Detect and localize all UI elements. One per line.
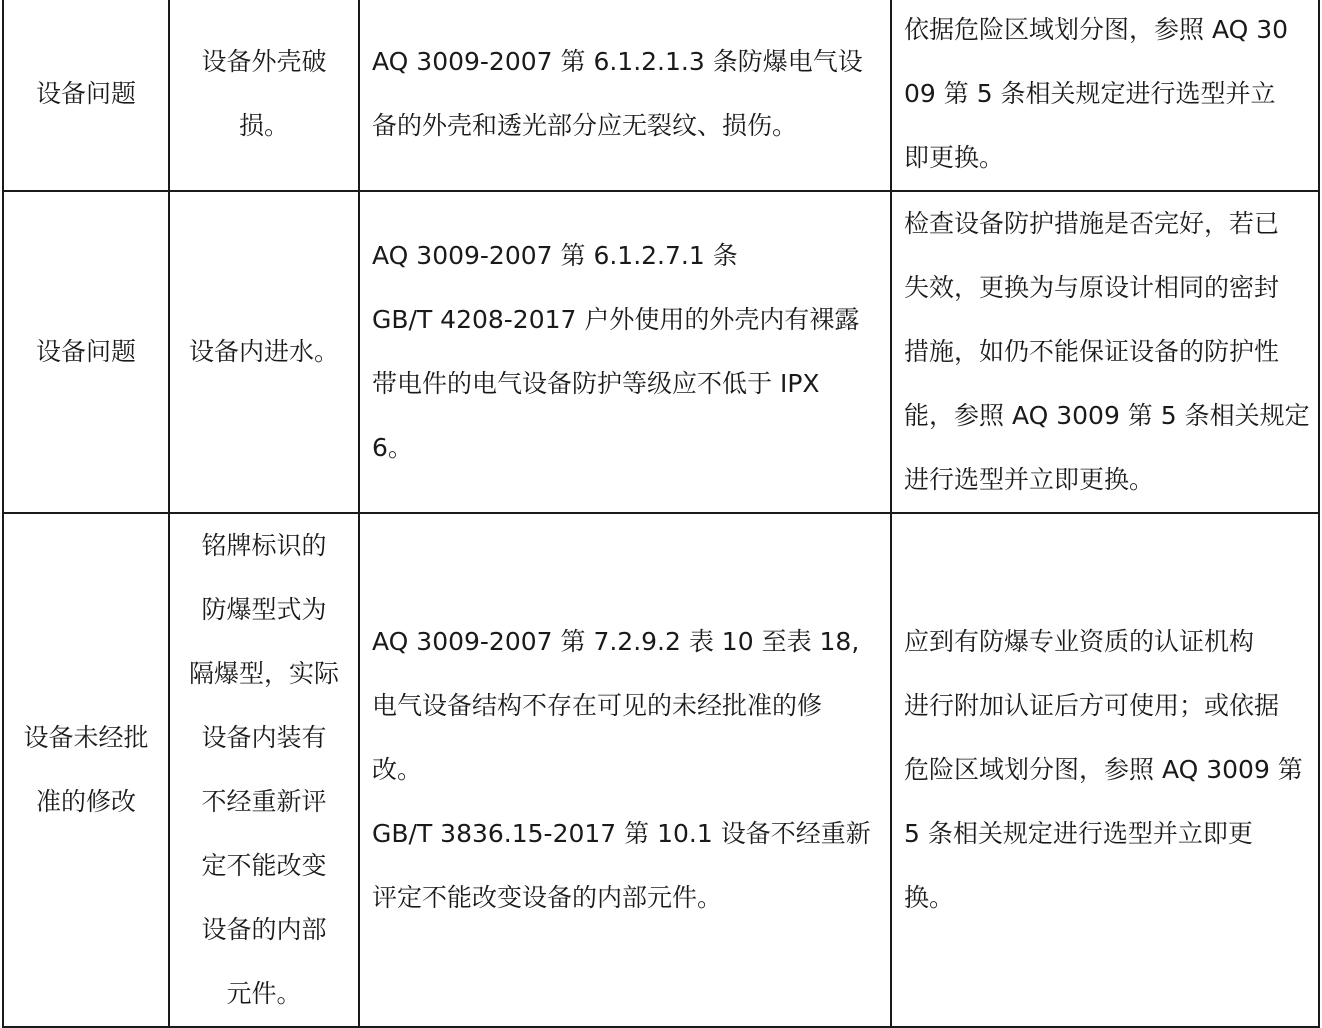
problem-type-line: 准的修改 [35,787,136,816]
measure-line: 换。 [904,883,955,912]
standard-line: 6。 [372,433,413,462]
description-line: 损。 [238,111,289,140]
measure-line: 即更换。 [904,143,1005,172]
description-line: 元件。 [226,979,302,1008]
problem-type-cell [3,513,169,1027]
description-line: 设备的内部 [201,915,327,944]
table-row [3,0,1319,191]
standard-line: GB/T 3836.15-2017 第 10.1 设备不经重新 [372,819,871,848]
standard-line: AQ 3009-2007 第 6.1.2.1.3 条防爆电气设 [372,47,863,76]
standard-line: 带电件的电气设备防护等级应不低于 IPX [372,369,820,398]
standard-cell [359,0,891,191]
description-line: 隔爆型，实际 [188,659,339,688]
measure-line: 能，参照 AQ 3009 第 5 条相关规定 [904,401,1310,430]
description-line: 铭牌标识的 [201,531,327,560]
measure-line: 进行选型并立即更换。 [904,465,1155,494]
measure-cell [891,0,1319,191]
problem-type-text: 设备问题 [35,79,136,108]
standard-line: GB/T 4208-2017 户外使用的外壳内有裸露 [372,305,860,334]
inspection-table [2,0,1320,1028]
measure-line: 应到有防爆专业资质的认证机构 [904,627,1255,656]
description-line: 设备内进水。 [188,337,339,366]
measure-line: 失效，更换为与原设计相同的密封 [904,273,1280,302]
problem-type-line: 设备未经批 [23,723,149,752]
standard-line: 电气设备结构不存在可见的未经批准的修 [372,691,823,720]
description-line: 定不能改变 [201,851,327,880]
description-line: 设备外壳破 [201,47,327,76]
description-cell [169,0,359,191]
measure-line: 进行附加认证后方可使用；或依据 [904,691,1280,720]
measure-line: 依据危险区域划分图，参照 AQ 30 [904,15,1289,44]
measure-line: 措施，如仍不能保证设备的防护性 [904,337,1280,366]
table-row [3,513,1319,1027]
standard-line: 评定不能改变设备的内部元件。 [372,883,723,912]
standard-cell [359,513,891,1027]
problem-type-text: 设备问题 [35,337,136,366]
standard-line: 改。 [372,755,423,784]
description-line: 设备内装有 [201,723,327,752]
standard-line: AQ 3009-2007 第 6.1.2.7.1 条 [372,241,738,270]
description-cell [169,513,359,1027]
measure-cell [891,191,1319,513]
measure-line: 5 条相关规定进行选型并立即更 [904,819,1253,848]
problem-type-cell [3,191,169,513]
standard-cell [359,191,891,513]
measure-line: 检查设备防护措施是否完好，若已 [904,209,1280,238]
description-line: 防爆型式为 [201,595,327,624]
description-cell [169,191,359,513]
measure-line: 危险区域划分图，参照 AQ 3009 第 [904,755,1303,784]
standard-line: AQ 3009-2007 第 7.2.9.2 表 10 至表 18, [372,627,860,656]
measure-line: 09 第 5 条相关规定进行选型并立 [904,79,1276,108]
measure-cell [891,513,1319,1027]
description-line: 不经重新评 [201,787,327,816]
table-row [3,191,1319,513]
standard-line: 备的外壳和透光部分应无裂纹、损伤。 [372,111,798,140]
problem-type-cell [3,0,169,191]
